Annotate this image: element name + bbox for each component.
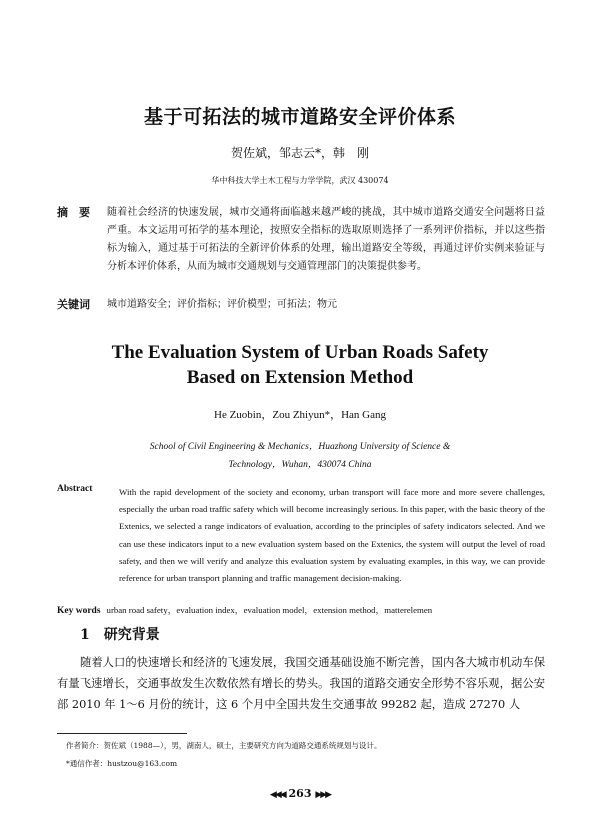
english-keywords-text: urban road safety，evaluation index，evaluation model，extension method，matterelemen: [106, 605, 433, 615]
chinese-abstract-label: 摘 要: [57, 206, 90, 219]
english-affiliation-line2: Technology，Wuhan，430074 China: [228, 460, 372, 470]
right-ornament-icon: ▶▶▶: [315, 790, 331, 800]
english-abstract-text: With the rapid development of the society and economy, urban transport will face more and more severe challenges, especially the urban road traffic safety which will become increasingly serious. In this paper, with the basic theory of the Extenics, we selected a range indicators of evaluation, according to the principles of safety indicators selected. And we can use these indicators input to a new evaluation system based on the Extenics, the system will output the level of road safety, and then we will verify and analyze this evaluation system by evaluating examples, in this way, we can provide reference for urban transport planning and traffic management decision-making.: [119, 487, 545, 584]
english-title-line2: Based on Extension Method: [186, 367, 414, 388]
section-title: 研究背景: [103, 627, 160, 643]
english-affiliation-line1: School of Civil Engineering & Mechanics，Huazhong University of Science &: [149, 442, 451, 452]
english-abstract: [57, 484, 545, 587]
english-authors: He Zuobin，Zou Zhiyun*，Han Gang: [214, 409, 386, 421]
body-paragraph: 随着人口的快速增长和经济的飞速发展，我国交通基础设施不断完善，国内各大城市机动车保有量飞速增长，交通事故发生次数依然有增长的势头。我国的道路交通安全形势不容乐观，据公安部 2010 年 1～6 月份的统计，这 6 个月中全国共发生交通事故 99282 起，造成 27270 人: [57, 656, 545, 711]
section-heading: [80, 624, 160, 644]
chinese-keywords-label: 关键词: [57, 298, 90, 311]
chinese-keywords-text: 城市道路安全；评价指标；评价模型；可拓法；物元: [107, 299, 337, 310]
chinese-title: 基于可拓法的城市道路安全评价体系: [143, 106, 456, 128]
english-keywords-label: Key words: [57, 606, 101, 616]
english-title: [0, 340, 600, 390]
english-keywords: [57, 603, 557, 616]
chinese-affiliation: 华中科技大学土木工程与力学学院，武汉 430074: [211, 176, 389, 185]
page-number: 263: [288, 787, 312, 800]
chinese-authors: 贺佐斌，邹志云*，韩 刚: [230, 146, 369, 160]
english-affiliation: [0, 438, 600, 474]
chinese-keywords: [57, 296, 545, 314]
footnote-corresponding: *通信作者：hustzou@163.com: [66, 759, 178, 768]
section-number: 1: [80, 627, 90, 643]
chinese-abstract: [57, 204, 545, 276]
footnote-divider: [57, 733, 187, 734]
english-title-line1: The Evaluation System of Urban Roads Safety: [111, 342, 489, 363]
page-number-block: [0, 787, 600, 800]
english-abstract-label: Abstract: [57, 484, 93, 494]
chinese-abstract-text: 随着社会经济的快速发展，城市交通将面临越来越严峻的挑战，其中城市道路交通安全问题将日益严重。本文运用可拓学的基本理论，按照安全指标的选取原则选择了一系列评价指标，并以这些指标为输入，通过基于可拓法的全新评价体系的处理，输出道路安全等级，再通过评价实例来验证与分析本评价体系，从而为城市交通规划与交通管理部门的决策提供参考。: [107, 207, 545, 272]
footnote-author-intro: 作者简介：贺佐斌（1988—），男，湖南人，硕士，主要研究方向为道路交通系统规划与设计。: [66, 741, 382, 750]
left-ornament-icon: ◀◀◀: [269, 790, 285, 800]
